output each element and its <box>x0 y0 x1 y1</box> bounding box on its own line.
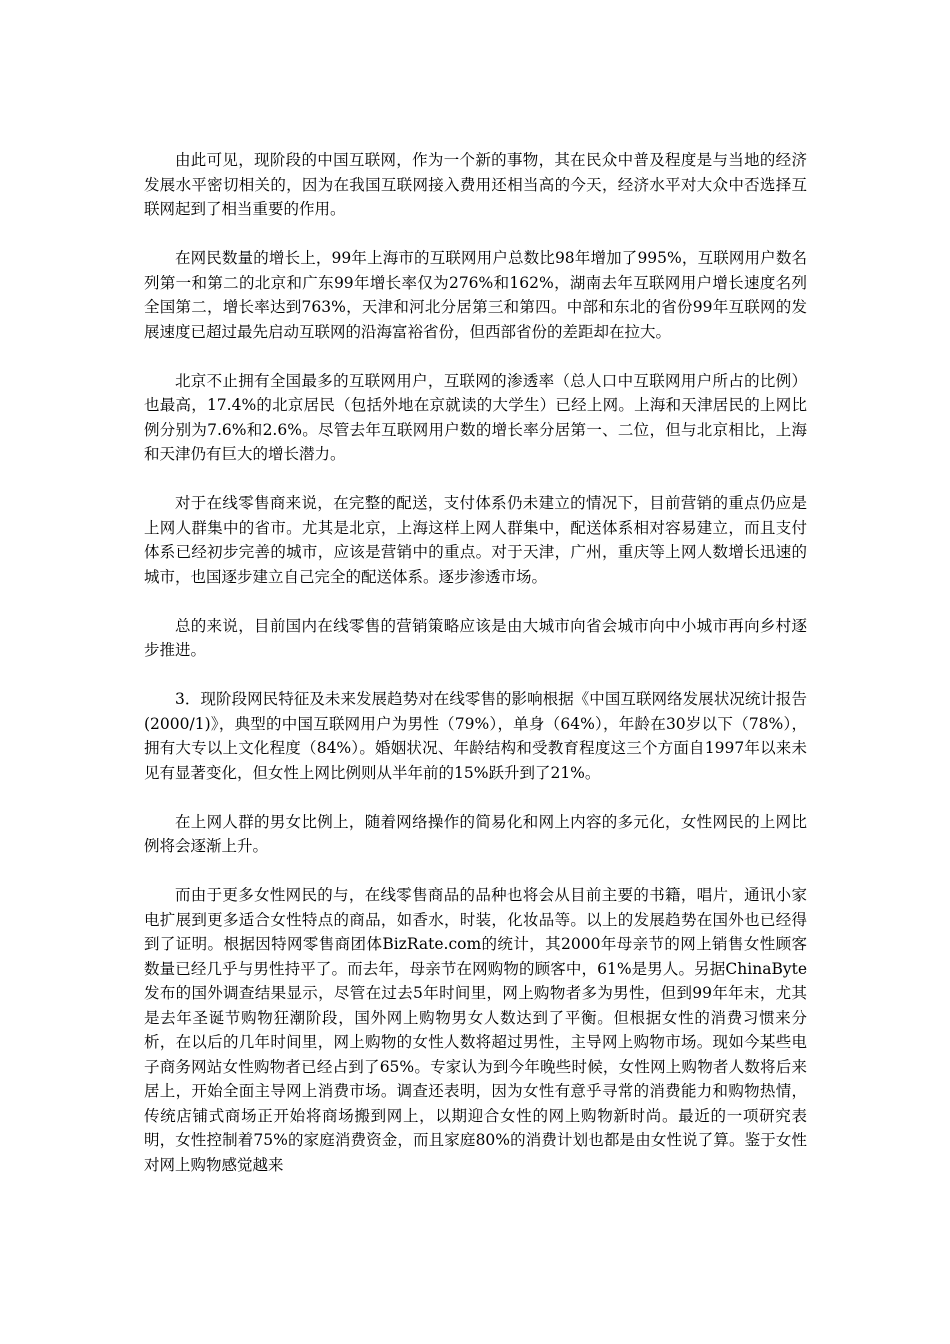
paragraph-3: 北京不止拥有全国最多的互联网用户，互联网的渗透率（总人口中互联网用户所占的比例）也最高，17.4%的北京居民（包括外地在京就读的大学生）已经上网。上海和天津居民的上网比例分别为7.6%和2.6%。尽管去年互联网用户数的增长率分居第一、二位，但与北京相比，上海和天津仍有巨大的增长潜力。 <box>144 371 807 463</box>
paragraph-2: 在网民数量的增长上，99年上海市的互联网用户总数比98年增加了995%，互联网用户数名列第一和第二的北京和广东99年增长率仅为276%和162%，湖南去年互联网用户增长速度名列全国第二，增长率达到763%，天津和河北分居第三和第四。中部和东北的省份99年互联网的发展速度已超过最先启动互联网的沿海富裕省份，但西部省份的差距却在拉大。 <box>144 249 807 341</box>
document-body <box>144 148 807 1202</box>
paragraph-5: 总的来说，目前国内在线零售的营销策略应该是由大城市向省会城市向中小城市再向乡村逐步推进。 <box>144 616 807 659</box>
paragraph-7: 在上网人群的男女比例上，随着网络操作的简易化和网上内容的多元化，女性网民的上网比例将会逐渐上升。 <box>144 812 807 855</box>
paragraph-4: 对于在线零售商来说，在完整的配送，支付体系仍未建立的情况下，目前营销的重点仍应是上网人群集中的省市。尤其是北京，上海这样上网人群集中，配送体系相对容易建立，而且支付体系已经初步完善的城市，应该是营销中的重点。对于天津，广州，重庆等上网人数增长迅速的城市，也国逐步建立自己完全的配送体系。逐步渗透市场。 <box>144 494 807 586</box>
paragraph-1: 由此可见，现阶段的中国互联网，作为一个新的事物，其在民众中普及程度是与当地的经济发展水平密切相关的，因为在我国互联网接入费用还相当高的今天，经济水平对大众中否选择互联网起到了相当重要的作用。 <box>144 151 807 218</box>
paragraph-6: 3．现阶段网民特征及未来发展趋势对在线零售的影响根据《中国互联网络发展状况统计报告(2000/1)》，典型的中国互联网用户为男性（79%），单身（64%），年龄在30岁以下（78%），拥有大专以上文化程度（84%）。婚姻状况、年龄结构和受教育程度这三个方面自1997年以来未见有显著变化，但女性上网比例则从半年前的15%跃升到了21%。 <box>144 690 807 782</box>
paragraph-8: 而由于更多女性网民的与，在线零售商品的品种也将会从目前主要的书籍，唱片，通讯小家电扩展到更多适合女性特点的商品，如香水，时装，化妆品等。以上的发展趋势在国外也已经得到了证明。根据因特网零售商团体BizRate.com的统计，其2000年母亲节的网上销售女性顾客数量已经几乎与男性持平了。而去年，母亲节在网购物的顾客中，61%是男人。另据ChinaByte发布的国外调查结果显示，尽管在过去5年时间里，网上购物者多为男性，但到99年年末，尤其是去年圣诞节购物狂潮阶段，国外网上购物男女人数达到了平衡。但根据女性的消费习惯来分析，在以后的几年时间里，网上购物的女性人数将超过男性，主导网上购物市场。现如今某些电子商务网站女性购物者已经占到了65%。专家认为到今年晚些时候，女性网上购物者人数将后来居上，开始全面主导网上消费市场。调查还表明，因为女性有意乎寻常的消费能力和购物热情，传统店铺式商场正开始将商场搬到网上，以期迎合女性的网上购物新时尚。最近的一项研究表明，女性控制着75%的家庭消费资金，而且家庭80%的消费计划也都是由女性说了算。鉴于女性对网上购物感觉越来 <box>144 886 807 1174</box>
